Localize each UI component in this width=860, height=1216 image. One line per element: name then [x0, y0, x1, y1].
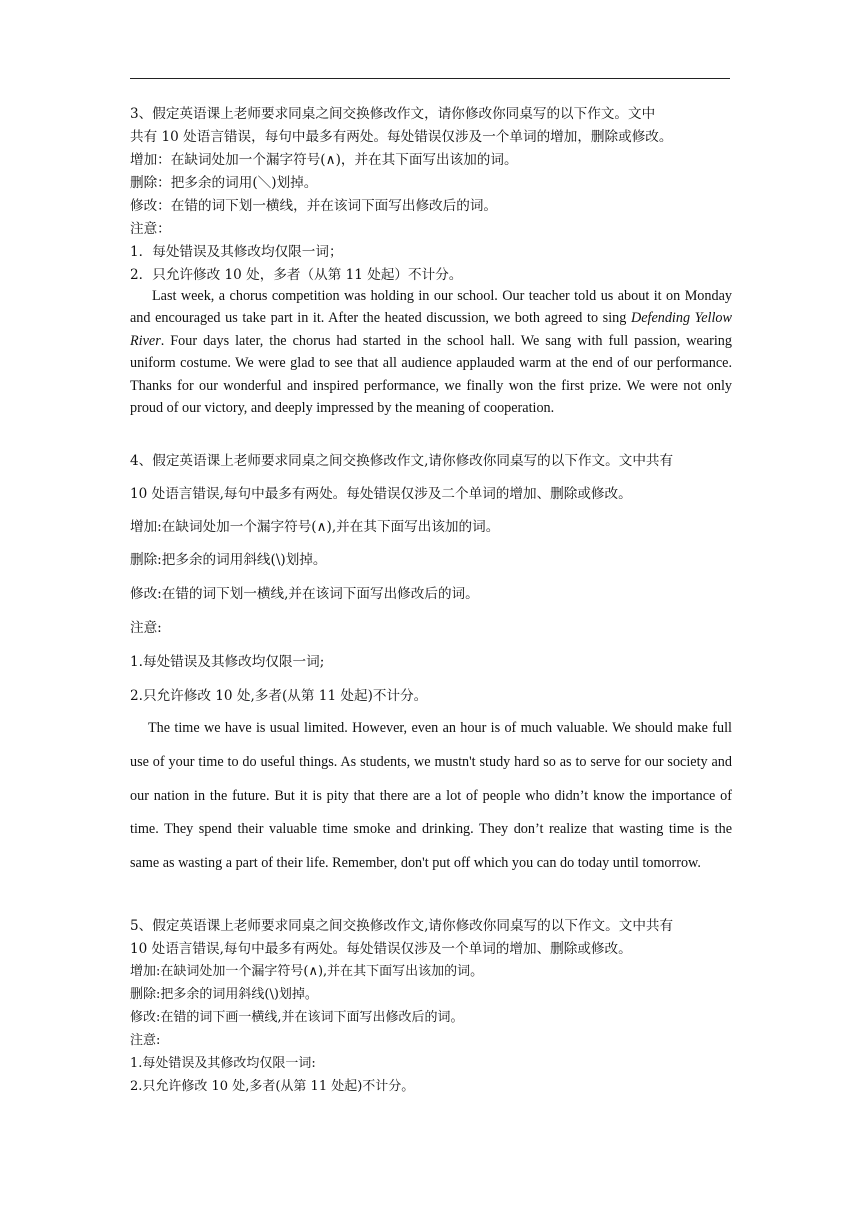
section3-note2: 2．只允许修改 10 处，多者（从第 11 处起）不计分。	[130, 267, 463, 283]
section5-heading-line2: 10 处语言错误,每句中最多有两处。每处错误仅涉及一个单词的增加、删除或修改。	[130, 941, 632, 957]
section3-note-label: 注意：	[130, 221, 171, 237]
section5-heading-line1: 5、假定英语课上老师要求同桌之间交换修改作文,请你修改你同桌写的以下作文。文中共有	[130, 918, 674, 934]
section3-heading-line1: 3、假定英语课上老师要求同桌之间交换修改作文，请你修改你同桌写的以下作文。文中	[130, 106, 656, 122]
section3-passage	[130, 285, 732, 419]
section4-heading-line1: 4、假定英语课上老师要求同桌之间交换修改作文,请你修改你同桌写的以下作文。文中共有	[130, 453, 674, 469]
section3-add-rule: 增加：在缺词处加一个漏字符号(∧)，并在其下面写出该加的词。	[130, 152, 518, 168]
section3-passage-part1: Last week, a chorus competition was holding in our school. Our teacher told us about it on Monday and encouraged us take part in it. After the heated discussion, we both agreed to sing	[130, 288, 732, 327]
section5-delete-rule: 删除:把多余的词用斜线(\)划掉。	[130, 987, 318, 1002]
section4-note-label: 注意:	[130, 620, 162, 636]
section3-song-title: Defending Yellow River	[130, 310, 732, 349]
section3-note1: 1．每处错误及其修改均仅限一词；	[130, 244, 343, 260]
section3-heading-line2: 共有 10 处语言错误，每句中最多有两处。每处错误仅涉及一个单词的增加，删除或修改。	[130, 129, 673, 145]
section5-note-label: 注意:	[130, 1033, 161, 1048]
section4-note2: 2.只允许修改 10 处,多者(从第 11 处起)不计分。	[130, 688, 428, 704]
section4-modify-rule: 修改:在错的词下划一横线,并在该词下面写出修改后的词。	[130, 586, 479, 602]
section5-add-rule: 增加:在缺词处加一个漏字符号(∧),并在其下面写出该加的词。	[130, 964, 484, 979]
section3-delete-rule: 删除：把多余的词用(＼)划掉。	[130, 175, 318, 191]
section4-passage	[130, 712, 732, 881]
section4-delete-rule: 删除:把多余的词用斜线(\)划掉。	[130, 552, 327, 568]
section3-passage-part2: . Four days later, the chorus had started in the school hall. We sang with full passion, wearing uniform costume. We were glad to see that all audience applauded warm at the end of our performance. Thanks for our wonderful and inspired performance, we finally won the first prize. We were not only proud of our victory, and deeply impressed by the meaning of cooperation.	[130, 332, 732, 417]
section4-passage-text: The time we have is usual limited. However, even an hour is of much valuable. We should make full use of your time to do useful things. As students, we mustn't study hard so as to serve for our society and our nation in the future. But it is pity that there are a lot of people who didn’t know the importance of time. They spend their valuable time smoke and drinking. They don’t realize that wasting time is the same as wasting a part of their life. Remember, don't put off which you can do today until tomorrow.	[130, 720, 732, 872]
header-rule	[130, 78, 730, 79]
section5-modify-rule: 修改:在错的词下画一横线,并在该词下面写出修改后的词。	[130, 1010, 464, 1025]
section4-add-rule: 增加:在缺词处加一个漏字符号(∧),并在其下面写出该加的词。	[130, 519, 500, 535]
section4-heading-line2: 10 处语言错误,每句中最多有两处。每处错误仅涉及二个单词的增加、删除或修改。	[130, 486, 632, 502]
section5-note2: 2.只允许修改 10 处,多者(从第 11 处起)不计分。	[130, 1079, 415, 1094]
section4-note1: 1.每处错误及其修改均仅限一词;	[130, 654, 325, 670]
section5-note1: 1.每处错误及其修改均仅限一词:	[130, 1056, 316, 1071]
section3-modify-rule: 修改：在错的词下划一横线，并在该词下面写出修改后的词。	[130, 198, 498, 214]
